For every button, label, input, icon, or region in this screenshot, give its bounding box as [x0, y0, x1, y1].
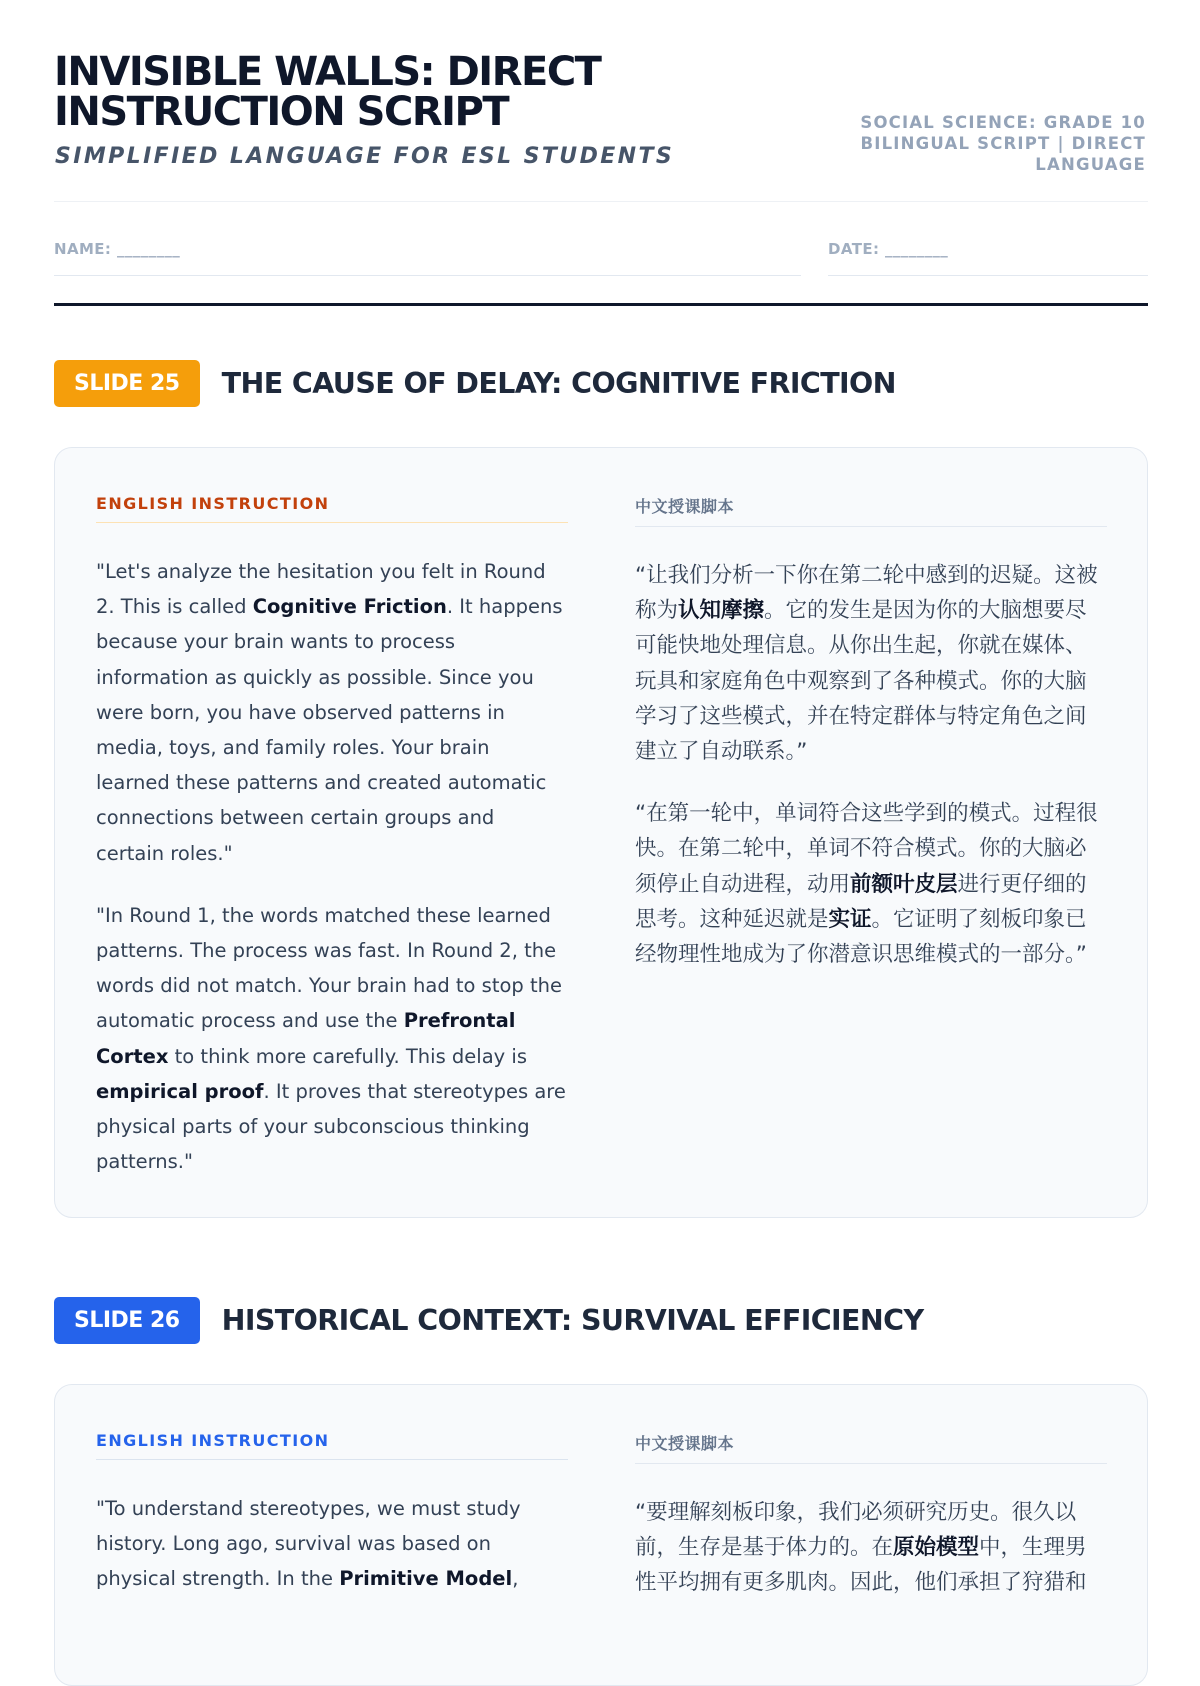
- chinese-script-label: 中文授课脚本: [635, 494, 1107, 527]
- paragraph-text: 。它的发生是因为你的大脑想要尽可能快地处理信息。从你出生起，你就在媒体、玩具和家庭角色中观察到了各种模式。你的大脑学习了这些模式，并在特定群体与特定角色之间建立了自动联系。”: [635, 598, 1087, 765]
- slide-25-card: [54, 447, 1148, 1218]
- key-term: 认知摩擦: [678, 598, 765, 624]
- key-term: 前额叶皮层: [850, 871, 958, 897]
- paragraph-text: “让我们分析一下你在第二轮中感到的迟疑。这被称为: [635, 563, 1098, 624]
- slide-title: HISTORICAL CONTEXT: SURVIVAL EFFICIENCY: [221, 1303, 924, 1337]
- script-paragraph: [635, 558, 1107, 769]
- paragraph-text: 中，生理男性平均拥有更多肌肉。因此，他们承担了狩猎和: [635, 1535, 1087, 1596]
- course-meta: SOCIAL SCIENCE: GRADE 10 BILINGUAL SCRIPT | DIRECT LANGUAGE: [860, 113, 1146, 174]
- slide-title: THE CAUSE OF DELAY: COGNITIVE FRICTION: [221, 366, 896, 400]
- key-term: Prefrontal Cortex: [96, 1009, 516, 1068]
- paragraph-text: . It proves that stereotypes are physical parts of your subconscious thinking patterns.": [96, 1079, 566, 1174]
- paragraph-text: "To understand stereotypes, we must study history. Long ago, survival was based on physical strength. In the: [96, 1497, 521, 1591]
- name-field[interactable]: NAME: ________: [54, 240, 801, 276]
- paragraph-text: "Let's analyze the hesitation you felt in Round 2. This is called: [96, 560, 546, 619]
- script-paragraph: [96, 898, 568, 1180]
- paragraph-text: . It happens because your brain wants to process information as quickly as possible. Since you were born, you have observed patterns in media, toys, and family roles. Your brain learned these patterns and created automatic connections between certain groups and certain roles.": [96, 595, 563, 865]
- chinese-column: [635, 494, 1107, 999]
- paragraph-text: 。它证明了刻板印象已经物理性地成为了你潜意识思维模式的一部分。”: [635, 906, 1087, 968]
- paragraph-text: 进行更仔细的思考。这种延迟就是: [635, 871, 1087, 932]
- paragraph-text: "In Round 1, the words matched these learned patterns. The process was fast. In Round 2, the words did not match. Your brain had to stop the automatic process and use the: [96, 903, 562, 1033]
- script-paragraph: [635, 1495, 1107, 1601]
- key-term: Primitive Model: [339, 1567, 513, 1591]
- chinese-paragraphs: [635, 1495, 1107, 1601]
- paragraph-text: ,: [512, 1567, 519, 1591]
- document-subtitle: SIMPLIFIED LANGUAGE FOR ESL STUDENTS: [55, 144, 675, 169]
- chinese-paragraphs: [635, 558, 1107, 972]
- date-field[interactable]: DATE: ________: [828, 240, 1148, 276]
- script-paragraph: [96, 1491, 568, 1597]
- key-term: Cognitive Friction: [252, 595, 447, 619]
- english-instruction-label: ENGLISH INSTRUCTION: [96, 494, 568, 523]
- english-column: [96, 1431, 568, 1624]
- slide-25-heading: [54, 359, 896, 407]
- slide-badge: SLIDE 25: [54, 360, 200, 407]
- slide-badge: SLIDE 26: [54, 1297, 200, 1344]
- chinese-script-label: 中文授课脚本: [635, 1431, 1107, 1464]
- script-paragraph: [635, 796, 1107, 972]
- english-instruction-label: ENGLISH INSTRUCTION: [96, 1431, 568, 1460]
- document-title: INVISIBLE WALLS: DIRECT INSTRUCTION SCRIPT: [54, 49, 601, 135]
- paragraph-text: to think more carefully. This delay is: [168, 1044, 527, 1068]
- english-paragraphs: [96, 554, 568, 1179]
- english-column: [96, 494, 568, 1206]
- slide-26-card: [54, 1384, 1148, 1686]
- paragraph-text: “在第一轮中，单词符合这些学到的模式。过程很快。在第二轮中，单词不符合模式。你的大脑必须停止自动进程，动用: [635, 801, 1098, 897]
- slide-26-heading: [54, 1296, 924, 1344]
- header-rule: [54, 303, 1148, 306]
- header-divider: [54, 201, 1148, 202]
- key-term: 原始模型: [893, 1535, 980, 1561]
- english-paragraphs: [96, 1491, 568, 1597]
- chinese-column: [635, 1431, 1107, 1628]
- key-term: empirical proof: [96, 1079, 264, 1103]
- script-paragraph: [96, 554, 568, 871]
- paragraph-text: “要理解刻板印象，我们必须研究历史。很久以前，生存是基于体力的。在: [635, 1500, 1077, 1561]
- key-term: 实证: [828, 906, 872, 932]
